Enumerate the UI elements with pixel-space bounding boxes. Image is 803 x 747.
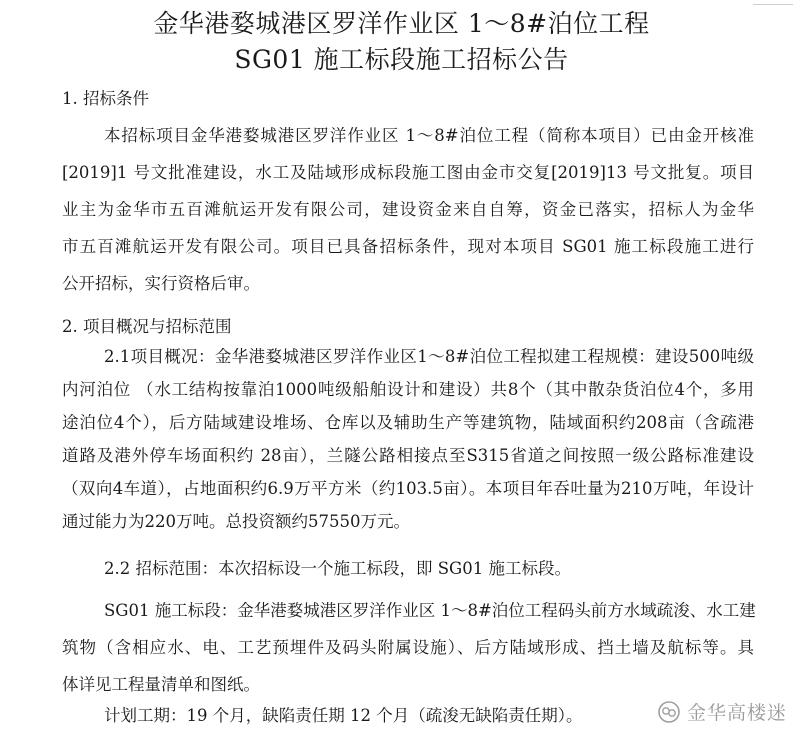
paragraph-line: 途泊位4个），后方陆域建设堆场、仓库以及辅助生产等建筑物，陆域面积约208亩（含疏港 <box>62 413 754 432</box>
paragraph-line: SG01 施工标段：金华港婺城港区罗洋作业区 1～8#泊位工程码头前方水域疏浚、水工建 <box>104 601 756 620</box>
paragraph-line: 公开招标，实行资格后审。 <box>62 274 260 293</box>
paragraph-line: 本招标项目金华港婺城港区罗洋作业区 1～8#泊位工程（简称本项目）已由金开核准 <box>104 126 754 145</box>
paragraph-line: 2.1项目概况：金华港婺城港区罗洋作业区1～8#泊位工程拟建工程规模：建设500吨级 <box>104 347 754 366</box>
paragraph-line: 市五百滩航运开发有限公司。项目已具备招标条件，现对本项目 SG01 施工标段施工进行 <box>62 237 754 256</box>
paragraph-line: 业主为金华市五百滩航运开发有限公司，建设资金来自自筹，资金已落实，招标人为金华 <box>62 200 754 219</box>
paragraph-line: 计划工期：19 个月，缺陷责任期 12 个月（疏浚无缺陷责任期）。 <box>104 706 583 725</box>
watermark-text: 金华高楼迷 <box>686 702 787 724</box>
wechat-official-account-icon <box>657 700 681 724</box>
paragraph-line: 体详见工程量清单和图纸。 <box>62 675 260 694</box>
paragraph-line: 2.2 招标范围：本次招标设一个施工标段，即 SG01 施工标段。 <box>104 559 571 578</box>
section1-heading: 1. 招标条件 <box>62 89 149 108</box>
sg01-section-paragraph <box>62 592 762 703</box>
paragraph-line: 内河泊位 （水工结构按靠泊1000吨级船舶设计和建设）共8个（其中散杂货泊位4个，多用 <box>62 380 754 399</box>
project-overview-paragraph <box>62 340 762 538</box>
top-right-divider <box>753 0 793 5</box>
document-title-line1: 金华港婺城港区罗洋作业区 1～8#泊位工程 <box>153 9 650 38</box>
paragraph-line: 道路及港外停车场面积约 28亩），兰隧公路相接点至S315省道之间按照一级公路标准建设 <box>62 446 754 465</box>
section2-heading: 2. 项目概况与招标范围 <box>62 317 232 336</box>
watermark <box>651 696 793 727</box>
paragraph-line: 筑物（含相应水、电、工艺预埋件及码头附属设施）、后方陆域形成、挡土墙及航标等。具 <box>62 638 754 657</box>
section1-paragraph <box>62 117 762 302</box>
paragraph-line: [2019]1 号文批准建设，水工及陆域形成标段施工图由金市交复[2019]13 号文批复。项目 <box>62 163 754 182</box>
document-title-line2: SG01 施工标段施工招标公告 <box>234 45 569 74</box>
bid-scope-paragraph <box>62 550 762 587</box>
paragraph-line: 通过能力为220万吨。总投资额约57550万元。 <box>62 512 410 531</box>
paragraph-line: （双向4车道），占地面积约6.9万平方米（约103.5亩）。本项目年吞吐量为210万吨，年设计 <box>62 479 754 498</box>
